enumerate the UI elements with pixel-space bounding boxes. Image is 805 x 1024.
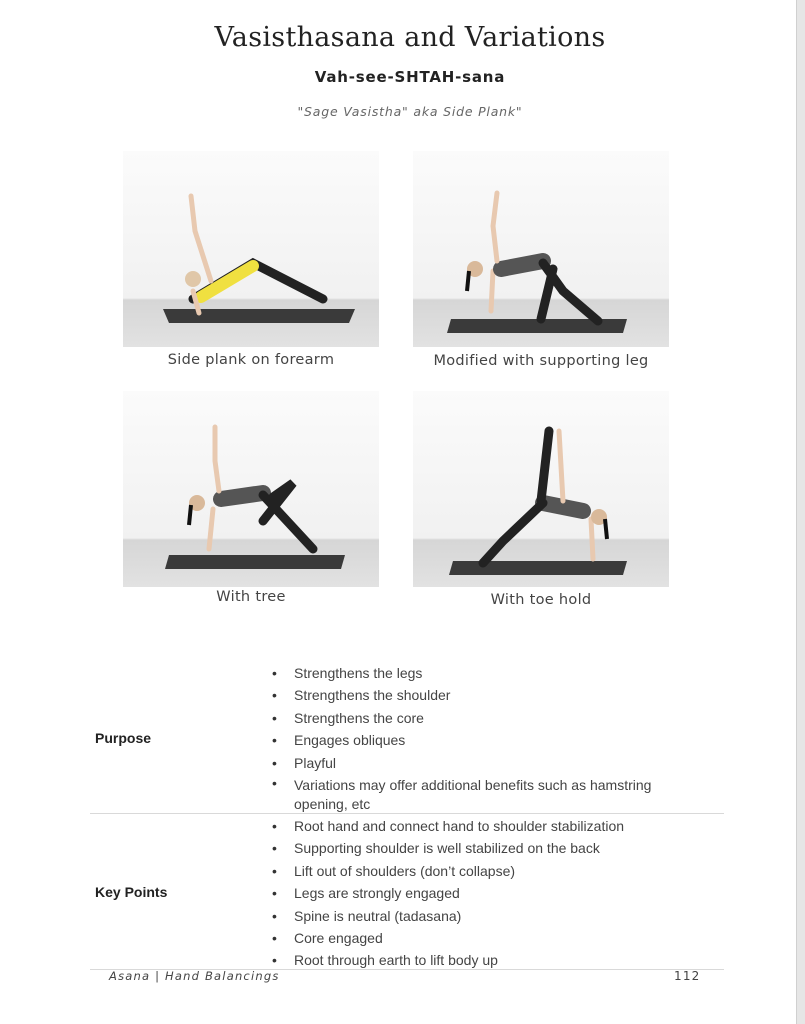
photo-caption: With toe hold — [490, 592, 592, 608]
page-number: 112 — [674, 969, 701, 983]
key-points-label: Key Points — [95, 884, 168, 900]
list-item: • Supporting shoulder is well stabilized on the back — [272, 837, 694, 859]
list-item: • Root through earth to lift body up — [272, 949, 694, 971]
photo-with-tree — [123, 391, 379, 587]
pronunciation: Vah-see-SHTAH-sana — [314, 68, 506, 86]
row-divider — [90, 813, 724, 814]
photo-caption: With tree — [216, 589, 286, 605]
list-item: • Spine is neutral (tadasana) — [272, 905, 694, 927]
page-title: Vasisthasana and Variations — [214, 22, 606, 53]
purpose-label: Purpose — [95, 730, 152, 746]
purpose-list — [272, 662, 694, 813]
footer-section: Asana | Hand Balancings — [109, 969, 280, 983]
photo-with-toe-hold — [413, 391, 669, 587]
list-item: • Engages obliques — [272, 729, 694, 751]
photo-side-plank-forearm — [123, 151, 379, 347]
list-item: • Strengthens the core — [272, 707, 694, 729]
list-item: • Lift out of shoulders (don’t collapse) — [272, 860, 694, 882]
list-item: • Core engaged — [272, 927, 694, 949]
aka-subtitle: "Sage Vasistha" aka Side Plank" — [297, 104, 523, 119]
photo-caption: Modified with supporting leg — [433, 353, 649, 369]
list-item: • Strengthens the legs — [272, 662, 694, 684]
list-item: • Variations may offer additional benefits such as hamstring opening, etc — [272, 774, 694, 813]
photo-caption: Side plank on forearm — [167, 352, 335, 368]
list-item: • Playful — [272, 752, 694, 774]
list-item: • Root hand and connect hand to shoulder stabilization — [272, 815, 694, 837]
page-edge — [796, 0, 805, 1024]
photo-modified-supporting-leg — [413, 151, 669, 347]
list-item: • Strengthens the shoulder — [272, 684, 694, 706]
list-item: • Legs are strongly engaged — [272, 882, 694, 904]
key-points-list — [272, 815, 694, 972]
